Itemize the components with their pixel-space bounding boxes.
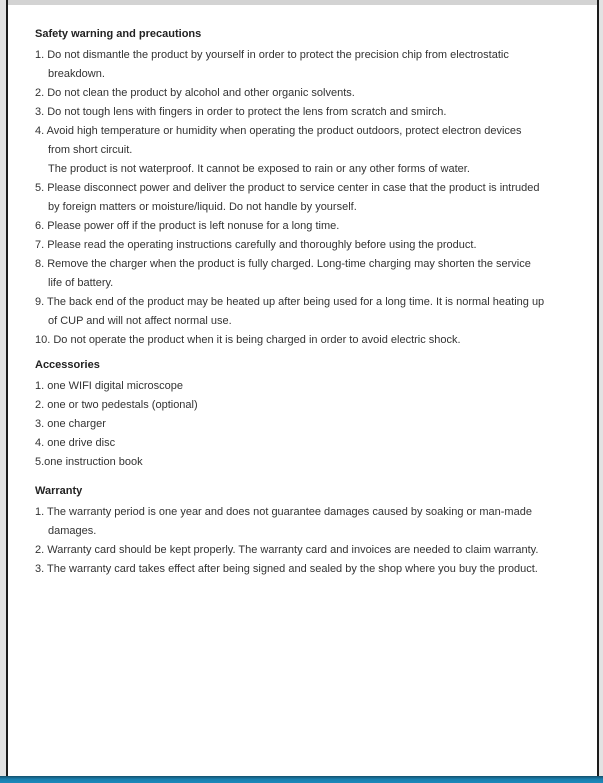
list-item (35, 293, 591, 331)
list-item-line: 7. Please read the operating instructions carefully and thoroughly before using the product. (35, 239, 477, 251)
list-item (35, 503, 591, 541)
list-item-continuation-line: of CUP and will not affect normal use. (48, 315, 232, 327)
list-item (35, 46, 591, 84)
section-safety (35, 25, 591, 350)
list-item (35, 415, 591, 434)
list-item-continuation-line: damages. (48, 525, 97, 537)
list-item (35, 434, 591, 453)
list-item (35, 396, 591, 415)
list-item-continuation-line: The product is not waterproof. It cannot be exposed to rain or any other forms of water. (48, 163, 470, 175)
list-item (35, 377, 591, 396)
list-item-line: 1. Do not dismantle the product by yourself in order to protect the precision chip from electrostatic (35, 49, 509, 61)
list-item-line: 2. Warranty card should be kept properly. The warranty card and invoices are needed to claim warranty. (35, 544, 539, 556)
list-item (35, 453, 591, 472)
list-item-line: 1. The warranty period is one year and does not guarantee damages caused by soaking or man-made (35, 506, 532, 518)
bottom-accent-bar (0, 776, 603, 783)
list-item (35, 331, 591, 350)
list-item-line: 4. one drive disc (35, 437, 116, 449)
list-item-continuation-line: by foreign matters or moisture/liquid. Do not handle by yourself. (48, 201, 357, 213)
list-item-line: 5.one instruction book (35, 456, 143, 468)
list-item-line: 6. Please power off if the product is left nonuse for a long time. (35, 220, 340, 232)
list-item-line: 2. Do not clean the product by alcohol and other organic solvents. (35, 87, 355, 99)
list-item-line: 8. Remove the charger when the product is fully charged. Long-time charging may shorten the service (35, 258, 531, 270)
list-item-line: 3. one charger (35, 418, 106, 430)
list-item-line: 1. one WIFI digital microscope (35, 380, 183, 392)
list-item-line: 9. The back end of the product may be heated up after being used for a long time. It is normal heating up (35, 296, 545, 308)
section-heading: Accessories (35, 359, 100, 371)
list-item (35, 236, 591, 255)
section-accessories (35, 356, 591, 472)
list-item (35, 84, 591, 103)
list-item-continuation-line: breakdown. (48, 68, 105, 80)
list-item (35, 103, 591, 122)
list-item (35, 179, 591, 217)
section-warranty (35, 482, 591, 579)
document-page (6, 0, 599, 776)
list-item-continuation-line: life of battery. (48, 277, 114, 289)
page-top-margin (8, 0, 597, 5)
section-heading: Safety warning and precautions (35, 28, 202, 40)
list-item-line: 3. The warranty card takes effect after being signed and sealed by the shop where you buy the product. (35, 563, 538, 575)
list-item (35, 255, 591, 293)
list-item-continuation-line: from short circuit. (48, 144, 133, 156)
list-item (35, 560, 591, 579)
list-item (35, 217, 591, 236)
page-content (35, 25, 591, 579)
list-item-line: 10. Do not operate the product when it is being charged in order to avoid electric shock. (35, 334, 461, 346)
list-item-line: 5. Please disconnect power and deliver the product to service center in case that the product is intruded (35, 182, 540, 194)
section-heading: Warranty (35, 485, 83, 497)
list-item-line: 2. one or two pedestals (optional) (35, 399, 198, 411)
list-item (35, 541, 591, 560)
list-item (35, 122, 591, 179)
list-item-line: 4. Avoid high temperature or humidity when operating the product outdoors, protect electron devices (35, 125, 522, 137)
list-item-line: 3. Do not tough lens with fingers in order to protect the lens from scratch and smirch. (35, 106, 447, 118)
